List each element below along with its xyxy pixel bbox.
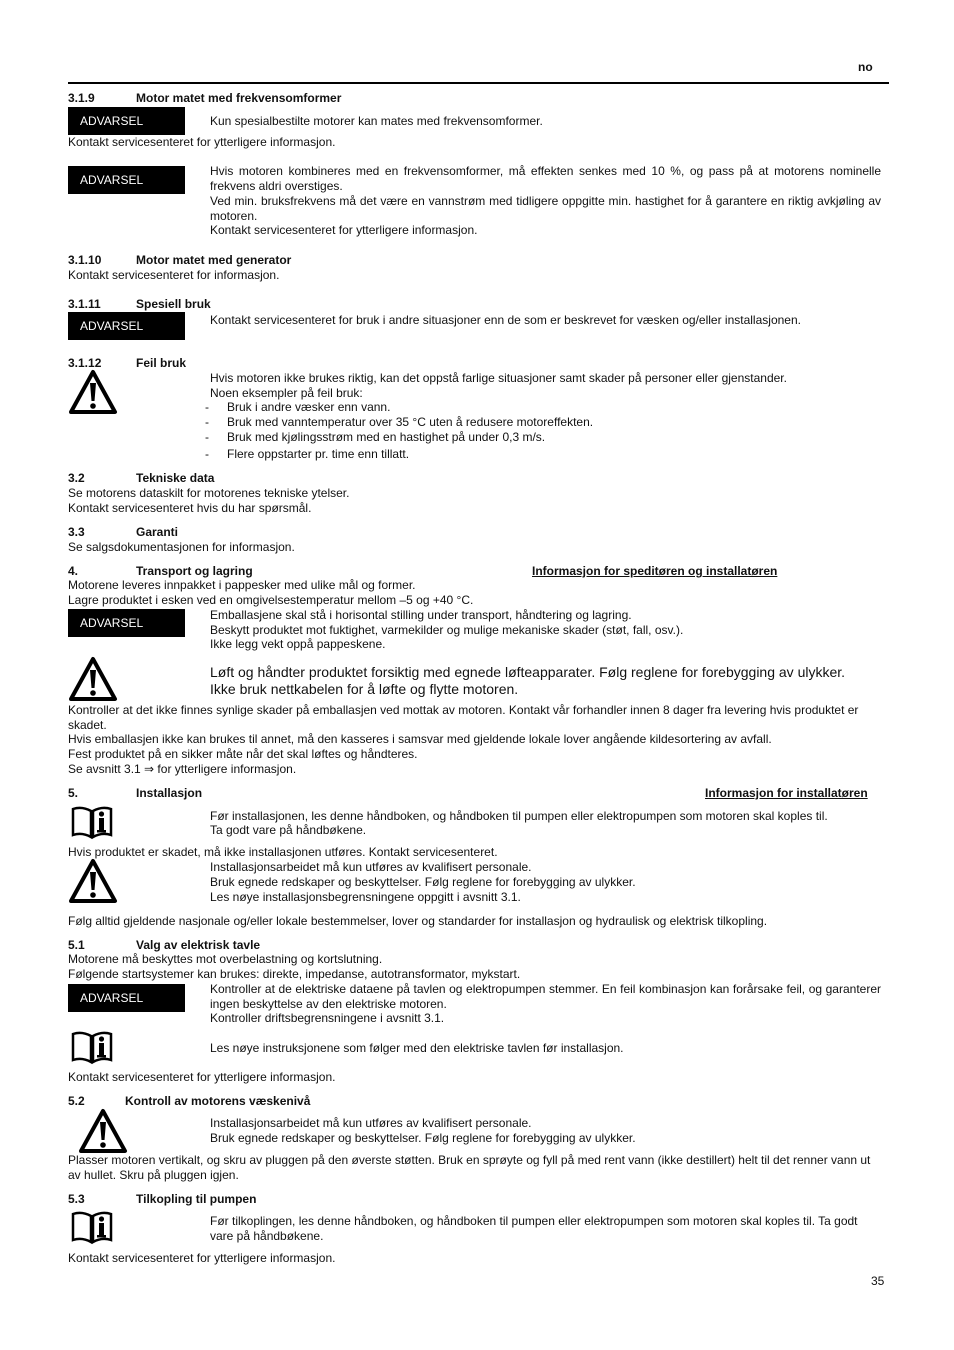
paragraph: Hvis emballasjen ikke kan brukes til annet, må den kasseres i samsvar med gjeldende lokale lover angående kildesortering av avfall.	[68, 732, 772, 746]
paragraph: Se avsnitt 3.1 ⇒ for ytterligere informasjon.	[68, 762, 297, 776]
warning-label: ADVARSEL	[68, 984, 185, 1012]
paragraph: Hvis produktet er skadet, må ikke installasjonen utføres. Kontakt servicesenteret.	[68, 845, 498, 859]
danger-warning-icon	[68, 858, 118, 904]
header-rule	[68, 82, 889, 84]
paragraph: Kontakt servicesenteret for ytterligere informasjon.	[210, 223, 478, 237]
section-heading-5: 5. Installasjon	[68, 786, 203, 800]
section-heading-5-2: 5.2 Kontroll av motorens væskenivå	[68, 1094, 311, 1108]
paragraph: Ved min. bruksfrekvens må det være en vannstrøm med tidligere oppgitte min. hastighet for å garantere en riktig avkjøling av motoren.	[210, 194, 881, 223]
paragraph: Bruk egnede redskaper og beskyttelser. Følg reglene for forebygging av ulykker.	[210, 1131, 636, 1145]
paragraph: Ta godt vare på håndbøkene.	[210, 823, 367, 837]
paragraph: Kontakt servicesenteret for bruk i andre situasjoner enn de som er beskrevet for væsken og/eller installasjonen.	[210, 313, 801, 327]
paragraph: Følgende startsystemer kan brukes: direkte, impedanse, autotransformator, mykstart.	[68, 967, 521, 981]
paragraph: Kontakt servicesenteret for ytterligere informasjon.	[68, 1070, 336, 1084]
section-heading-3-1-10: 3.1.10 Motor matet med generator	[68, 253, 292, 267]
danger-warning-icon	[68, 656, 118, 702]
paragraph: Løft og håndter produktet forsiktig med egnede løfteapparater. Følg reglene for forebygging av ulykker.	[210, 664, 846, 680]
section-heading-5-3: 5.3 Tilkopling til pumpen	[68, 1192, 257, 1206]
danger-warning-icon	[78, 1108, 128, 1154]
paragraph: Kun spesialbestilte motorer kan mates med frekvensomformer.	[210, 114, 543, 128]
paragraph: Kontroller at de elektriske dataene på tavlen og elektropumpen stemmer. En feil kombinasjon kan forårsake feil, og garanterer ingen beskyttelse av den elektriske motoren.	[210, 982, 881, 1011]
paragraph: Kontakt servicesenteret for informasjon.	[68, 268, 280, 282]
paragraph: Beskytt produktet mot fuktighet, varmekilder og mulige mekaniske skader (støt, fall, osv.).	[210, 623, 684, 637]
section-heading-5-1: 5.1 Valg av elektrisk tavle	[68, 938, 261, 952]
paragraph: Før installasjonen, les denne håndboken, og håndboken til pumpen eller elektropumpen som motoren skal koples til.	[210, 809, 828, 823]
warning-label: ADVARSEL	[68, 312, 185, 340]
paragraph: Kontakt servicesenteret for ytterligere informasjon.	[68, 1251, 336, 1265]
paragraph: Lagre produktet i esken ved en omgivelsestemperatur mellom –5 og +40 °C.	[68, 593, 474, 607]
manual-info-icon	[70, 804, 114, 840]
paragraph: Se salgsdokumentasjonen for informasjon.	[68, 540, 295, 554]
page-number: 35	[871, 1274, 885, 1288]
list-item: - Bruk med vanntemperatur over 35 °C uten å redusere motoreffekten.	[205, 415, 594, 429]
paragraph: Følg alltid gjeldende nasjonale og/eller lokale bestemmelser, lover og standarder for installasjon og hydraulisk og elektrisk tilkopling.	[68, 914, 768, 928]
danger-warning-icon	[68, 369, 118, 415]
warning-label: ADVARSEL	[68, 166, 185, 194]
paragraph: Hvis motoren ikke brukes riktig, kan det oppstå farlige situasjoner samt skader på personer eller gjenstander.	[210, 371, 787, 385]
paragraph: Se motorens dataskilt for motorenes tekniske ytelser.	[68, 486, 350, 500]
paragraph: Motorene leveres innpakket i pappesker med ulike mål og former.	[68, 578, 416, 592]
section-heading-3-1-12: 3.1.12 Feil bruk	[68, 356, 187, 370]
list-item: - Flere oppstarter pr. time enn tillatt.	[205, 447, 410, 461]
paragraph: Installasjonsarbeidet må kun utføres av kvalifisert personale.	[210, 860, 532, 874]
audience-note: Informasjon for installatøren	[705, 786, 868, 800]
warning-label: ADVARSEL	[68, 107, 185, 135]
paragraph: Les nøye installasjonsbegrensningene oppgitt i avsnitt 3.1.	[210, 890, 521, 904]
warning-label: ADVARSEL	[68, 609, 185, 637]
section-heading-3-1-9: 3.1.9 Motor matet med frekvensomformer	[68, 91, 342, 105]
section-heading-3-3: 3.3 Garanti	[68, 525, 179, 539]
paragraph: Hvis motoren kombineres med en frekvensomformer, må effekten senkes med 10 %, og pass på at motorens nominelle frekvens aldri overstiges.	[210, 164, 881, 193]
paragraph: Plasser motoren vertikalt, og skru av pluggen på den øverste støtten. Bruk en sprøyte og fyll på med rent vann (ikke destillert) helt til det renner vann ut av hullet. Skru på pluggen igjen.	[68, 1153, 871, 1182]
paragraph: Ikke bruk nettkabelen for å løfte og flytte motoren.	[210, 681, 519, 697]
language-tag: no	[858, 60, 873, 74]
paragraph: Kontroller driftsbegrensningene i avsnitt 3.1.	[210, 1011, 445, 1025]
paragraph: Ikke legg vekt oppå pappeskene.	[210, 637, 386, 651]
section-heading-4: 4. Transport og lagring	[68, 564, 253, 578]
paragraph: Fest produktet på en sikker måte når det skal løftes og håndteres.	[68, 747, 418, 761]
paragraph: Noen eksempler på feil bruk:	[210, 386, 363, 400]
paragraph: Les nøye instruksjonene som følger med den elektriske tavlen før installasjon.	[210, 1041, 624, 1055]
paragraph: Bruk egnede redskaper og beskyttelser. Følg reglene for forebygging av ulykker.	[210, 875, 636, 889]
paragraph: Kontroller at det ikke finnes synlige skader på emballasjen ved mottak av motoren. Kontakt vår forhandler innen 8 dager fra levering hvis produktet er skadet.	[68, 703, 859, 732]
manual-info-icon	[70, 1029, 114, 1065]
paragraph: Kontakt servicesenteret hvis du har spørsmål.	[68, 501, 312, 515]
list-item: - Bruk i andre væsker enn vann.	[205, 400, 391, 414]
paragraph: Installasjonsarbeidet må kun utføres av kvalifisert personale.	[210, 1116, 532, 1130]
paragraph: Emballasjene skal stå i horisontal stilling under transport, håndtering og lagring.	[210, 608, 632, 622]
paragraph: Kontakt servicesenteret for ytterligere informasjon.	[68, 135, 336, 149]
manual-info-icon	[70, 1209, 114, 1245]
list-item: - Bruk med kjølingsstrøm med en hastighet på under 0,3 m/s.	[205, 430, 546, 444]
section-heading-3-1-11: 3.1.11 Spesiell bruk	[68, 297, 211, 311]
audience-note: Informasjon for speditøren og installatøren	[532, 564, 778, 578]
paragraph: Før tilkoplingen, les denne håndboken, og håndboken til pumpen eller elektropumpen som motoren skal koples til. Ta godt vare på håndbøkene.	[210, 1214, 858, 1243]
paragraph: Motorene må beskyttes mot overbelastning og kortslutning.	[68, 952, 383, 966]
section-heading-3-2: 3.2 Tekniske data	[68, 471, 215, 485]
